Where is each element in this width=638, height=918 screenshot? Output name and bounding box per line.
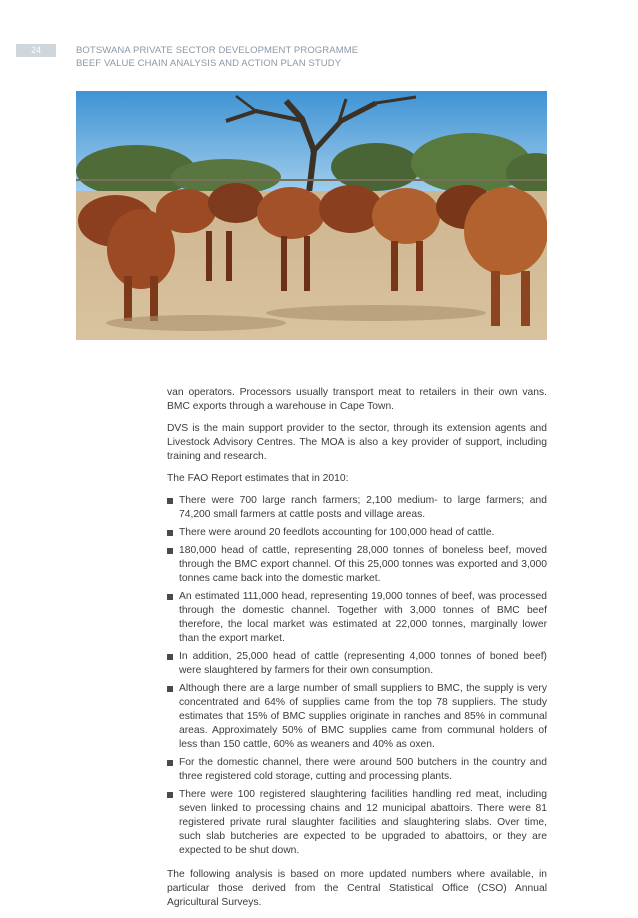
square-bullet-icon [167,498,173,504]
list-item-text: There were 700 large ranch farmers; 2,100 medium- to large farmers; and 74,200 small farmers at cattle posts and village areas. [179,495,547,520]
list-item-text: 180,000 head of cattle, representing 28,000 tonnes of boneless beef, moved through the BMC export channel. Of this 25,000 tonnes was exported and 3,000 tonnes came back into the domestic market. [179,545,547,584]
page-number-badge: 24 [16,44,56,57]
cattle-photo [76,91,547,340]
list-item [167,544,547,586]
list-item [167,526,547,540]
paragraph: The FAO Report estimates that in 2010: [167,473,349,484]
list-item-text: An estimated 111,000 head, representing 19,000 tonnes of beef, was processed through the domestic channel. Together with 3,000 tonnes of BMC beef therefore, the local market was estimated at 22,000 tonnes, marginally lower than the export market. [179,591,547,644]
body-text [167,386,547,918]
list-item [167,590,547,646]
paragraph: The following analysis is based on more updated numbers where available, in particular those derived from the Central Statistical Office (CSO) Annual Agricultural Surveys. [167,869,547,908]
cattle-photo-illustration [76,91,547,340]
list-item-text: Although there are a large number of small suppliers to BMC, the supply is very concentrated and 64% of supplies came from the top 78 suppliers. The study estimates that 15% of BMC supplies originate in ranches and 85% in communal areas. Approximately 50% of BMC supplies came from communal holders of less than 150 cattle, 60% as weaners and 40% as oxen. [179,683,547,750]
list-item [167,756,547,784]
square-bullet-icon [167,654,173,660]
list-item [167,788,547,858]
paragraph: van operators. Processors usually transport meat to retailers in their own vans. BMC exports through a warehouse in Cape Town. [167,387,547,412]
square-bullet-icon [167,548,173,554]
list-item-text: For the domestic channel, there were around 500 butchers in the country and three registered cold storage, cutting and processing plants. [179,757,547,782]
header-title-line2: BEEF VALUE CHAIN ANALYSIS AND ACTION PLAN STUDY [76,58,342,69]
header-title-line1: BOTSWANA PRIVATE SECTOR DEVELOPMENT PROGRAMME [76,45,359,56]
square-bullet-icon [167,792,173,798]
list-item [167,650,547,678]
list-item [167,494,547,522]
square-bullet-icon [167,760,173,766]
running-header [76,44,358,70]
square-bullet-icon [167,686,173,692]
list-item [167,682,547,752]
list-item-text: There were 100 registered slaughtering facilities handling red meat, including seven linked to processing chains and 12 municipal abattoirs. There were 81 registered private rural slaughter facilities and slaughtering slabs. Over time, such slab butcheries are expected to be upgraded to abattoirs, or they are expected to be shut down. [179,789,547,856]
list-item-text: In addition, 25,000 head of cattle (representing 4,000 tonnes of boned beef) were slaughtered by farmers for their own consumption. [179,651,547,676]
square-bullet-icon [167,594,173,600]
bullet-list [167,494,547,858]
square-bullet-icon [167,530,173,536]
paragraph: DVS is the main support provider to the sector, through its extension agents and Livestock Advisory Centres. The MOA is also a key provider of support, including training and research. [167,423,547,462]
list-item-text: There were around 20 feedlots accounting for 100,000 head of cattle. [179,527,495,538]
